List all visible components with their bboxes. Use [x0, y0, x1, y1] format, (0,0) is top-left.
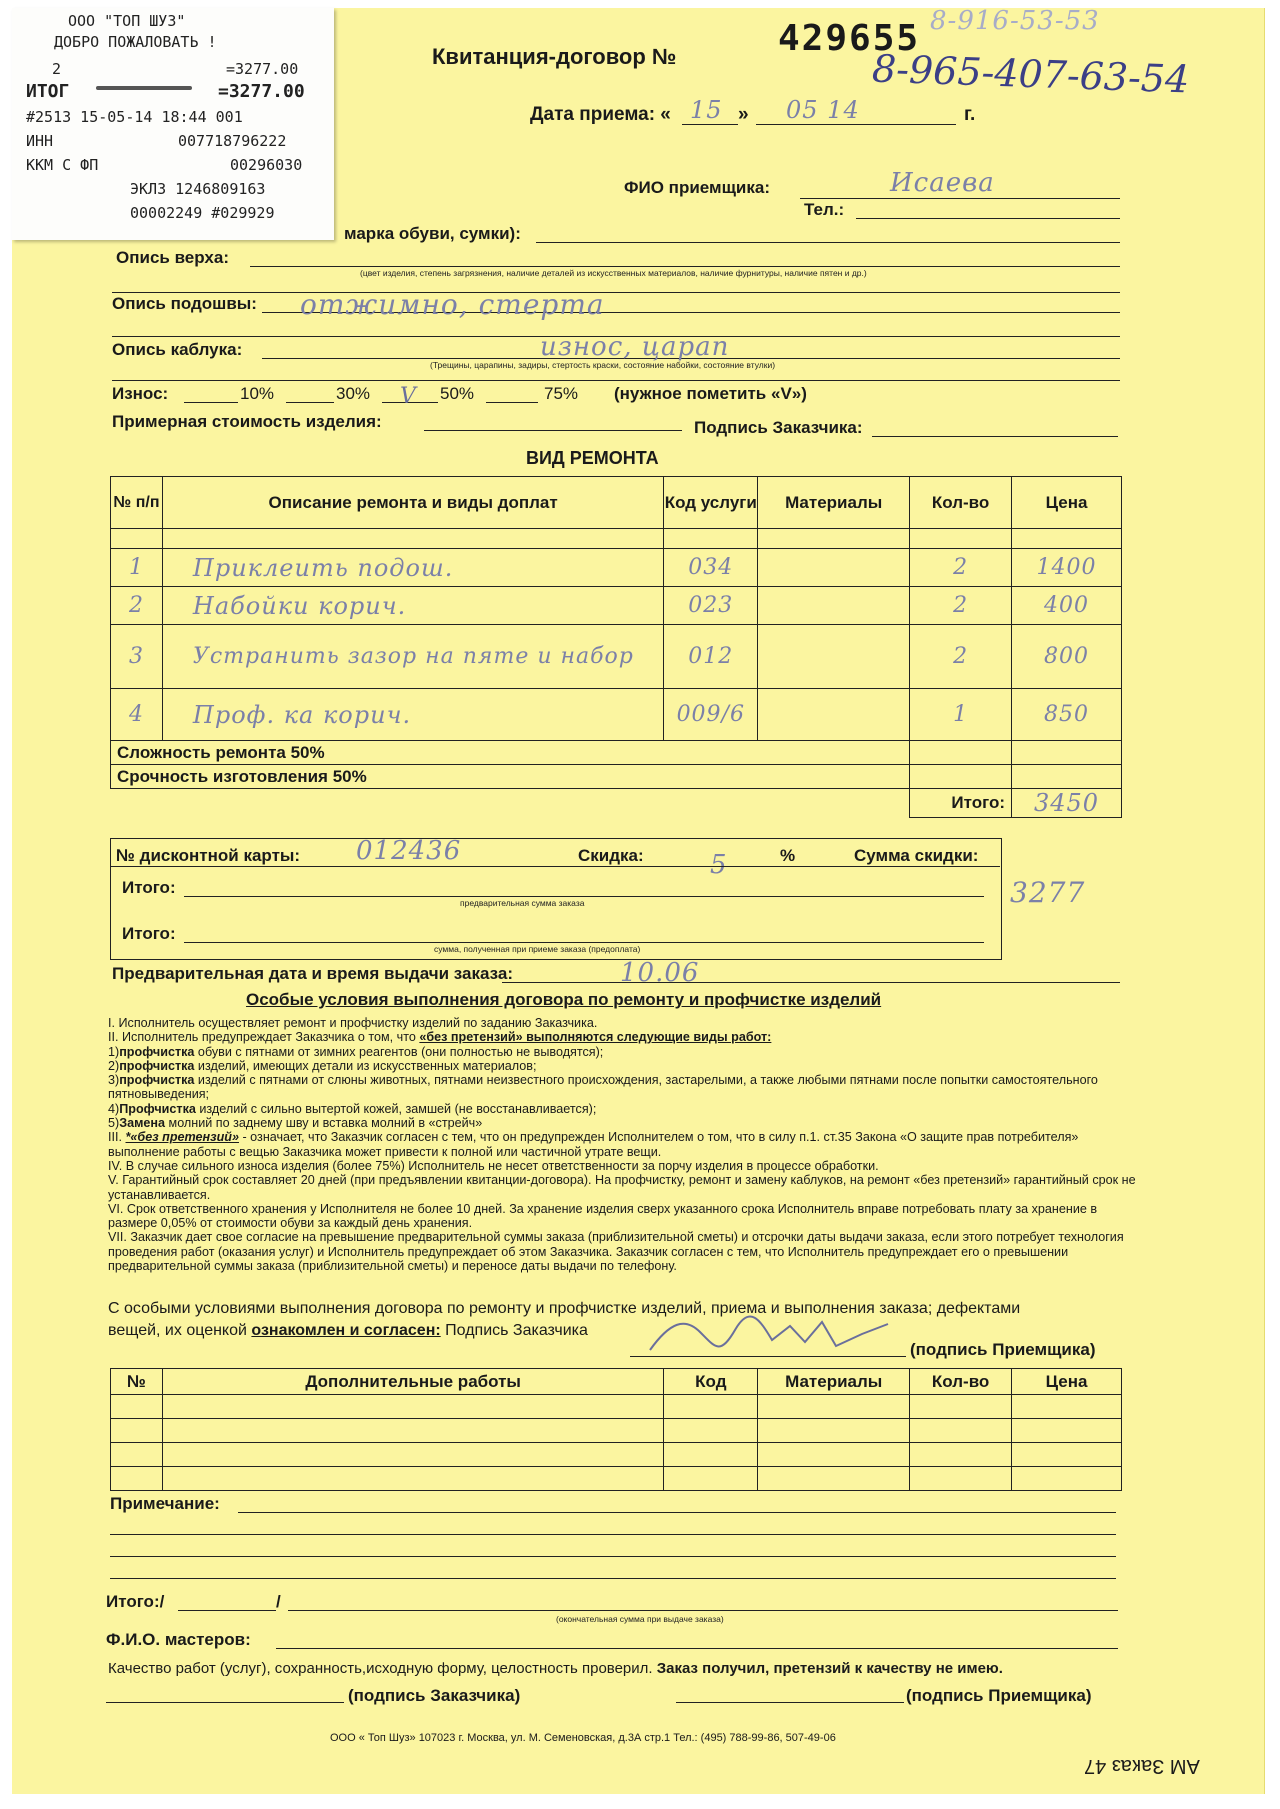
receipt-qty-amount: =3277.00: [226, 60, 299, 78]
repair-row-num: 1: [111, 549, 163, 587]
repair-header-num: № п/п: [111, 477, 163, 529]
receipt-eklz: ЭКЛЗ 1246809163: [130, 180, 266, 198]
repair-row-desc: Устранить зазор на пяте и набор: [162, 625, 663, 689]
form-title: Квитанция-договор №: [432, 44, 677, 69]
agree-line-1: С особыми условиями выполнения договора по ремонту и профчистке изделий, приема и выполнения заказа; дефектами: [108, 1300, 1021, 1317]
repair-row-qty: 2: [910, 625, 1012, 689]
wear-option-10[interactable]: 10%: [240, 384, 275, 403]
date-quote-close: »: [738, 104, 749, 125]
receipt-inn-value: 007718796222: [178, 132, 287, 150]
extra-header-code: Код: [664, 1369, 758, 1395]
final-itogo-slash: /: [276, 1592, 281, 1611]
itogo-prelim-label: Итого:: [122, 878, 176, 897]
cash-receipt: [12, 8, 334, 240]
repair-row-desc: Приклеить подош.: [162, 549, 663, 587]
upper-label: Опись верха:: [116, 248, 229, 267]
heel-label: Опись каблука:: [112, 340, 243, 359]
date-suffix: г.: [964, 104, 976, 125]
repair-row-num: 3: [111, 625, 163, 689]
terms-p1: 1)профчистка обуви с пятнами от зимних реагентов (они полностью не выводятся);: [108, 1044, 604, 1059]
agree-line-2: вещей, их оценкой ознакомлен и согласен: Подпись Заказчика: [108, 1322, 588, 1339]
final-itogo-label: Итого:/: [106, 1592, 165, 1611]
repair-row-price: 850: [1012, 689, 1122, 741]
repair-header-qty: Кол-во: [910, 477, 1012, 529]
itogo-prepaid-label: Итого:: [122, 924, 176, 943]
brand-label: марка обуви, сумки):: [344, 224, 521, 243]
itogo-prelim-hint: предварительная сумма заказа: [460, 898, 585, 908]
repair-row-num: 4: [111, 689, 163, 741]
phone-label: Тел.:: [804, 200, 845, 219]
repair-row-code: 023: [664, 587, 758, 625]
terms-p2: 2)профчистка изделий, имеющих детали из искусственных материалов;: [108, 1058, 537, 1073]
terms-ii: II. Исполнитель предупреждает Заказчика о том, что «без претензий» выполняются следующие виды работ:: [108, 1030, 772, 1045]
repair-row-qty: 1: [910, 689, 1012, 741]
wear-note: (нужное пометить «V»): [614, 384, 807, 403]
issue-date-value: 10.06: [620, 958, 700, 988]
repair-row-materials: [758, 549, 910, 587]
receipt-total-amount: =3277.00: [218, 81, 305, 102]
wear-check-mark: V: [400, 384, 417, 409]
receiver-sign-caption: (подпись Приемщика): [906, 1686, 1092, 1705]
receiver-label: ФИО приемщика:: [624, 178, 771, 197]
extra-header-qty: Кол-во: [910, 1369, 1012, 1395]
repair-row-materials: [758, 587, 910, 625]
repair-row-qty: 2: [910, 587, 1012, 625]
date-day: 15: [690, 96, 723, 124]
receiver-value: Исаева: [890, 168, 995, 198]
masters-label: Ф.И.О. мастеров:: [106, 1630, 251, 1649]
sole-label: Опись подошвы:: [112, 294, 257, 313]
extra-header-price: Цена: [1012, 1369, 1122, 1395]
repair-row-code: 012: [664, 625, 758, 689]
form-number: 429655: [778, 18, 921, 59]
itogo-prelim-value: 3277: [1010, 876, 1086, 909]
final-itogo-hint: (окончательная сумма при выдаче заказа): [556, 1614, 724, 1624]
agree-receiver-sign: (подпись Приемщика): [910, 1340, 1096, 1359]
discount-card-value: 012436: [356, 836, 462, 866]
repair-header-materials: Материалы: [758, 477, 910, 529]
repair-row-desc: Проф. ка корич.: [162, 689, 663, 741]
repair-row-code: 034: [664, 549, 758, 587]
table-row: [111, 587, 1122, 625]
terms-vi: VI. Срок ответственного хранения у Исполнителя не более 10 дней. За хранение изделия сверх указанного срока Исполнитель вправе потребовать плату за хранение в размере 0,05% от стоимости обуви за каждый день хранения.: [108, 1201, 1098, 1231]
receipt-company: ООО "ТОП ШУЗ": [68, 12, 186, 30]
receipt-kkm-value: 00296030: [230, 156, 303, 174]
repair-header-price: Цена: [1012, 477, 1122, 529]
date-rest: 05 14: [786, 96, 860, 124]
terms-iv: IV. В случае сильного износа изделия (более 75%) Исполнитель не несет ответственности за порчу изделия в процессе обработки.: [108, 1158, 879, 1173]
receipt-inn-label: ИНН: [26, 132, 54, 150]
wear-option-30[interactable]: 30%: [336, 384, 371, 403]
table-row: [111, 625, 1122, 689]
terms-vii: VII. Заказчик дает свое согласие на превышение предварительной суммы заказа (приблизительной сметы) и отсрочки даты выдачи заказа, если этого потребует технология проведения работ (оказания услуг) и Исполнитель предупреждает об этом Заказчика. Заказчик согласен с тем, что Исполнитель предупреждает его о превышении предварительной суммы заказа (приблизительной сметы) и переносе даты выдачи по телефону.: [108, 1230, 1124, 1274]
repair-row-materials: [758, 625, 910, 689]
extra-header-materials: Материалы: [758, 1369, 910, 1395]
wear-option-50[interactable]: 50%: [440, 384, 475, 403]
terms-p5: 5)Замена молний по заднему шву и вставка молний в «стрейч»: [108, 1116, 483, 1131]
client-signature: [640, 1312, 910, 1362]
table-row: [111, 689, 1122, 741]
repair-row-code: 009/6: [664, 689, 758, 741]
price-label: Примерная стоимость изделия:: [112, 412, 382, 431]
terms-v: V. Гарантийный срок составляет 20 дней (при предъявлении квитанции-договора). На профчистку, ремонт и замену каблуков, на ремонт «без претензий» гарантийный срок не устанавливается.: [108, 1173, 1136, 1202]
discount-percent: %: [780, 846, 796, 865]
discount-label: Скидка:: [578, 846, 644, 865]
receipt-qty: 2: [52, 60, 62, 78]
upper-hint: (цвет изделия, степень загрязнения, наличие деталей из искусственных материалов, наличие фурнитуры, наличие пятен и др.): [360, 268, 867, 278]
repair-row-qty: 2: [910, 549, 1012, 587]
phone-handwritten: 8-965-407-63-54: [871, 46, 1190, 102]
repair-complexity: Сложность ремонта 50%: [111, 741, 910, 765]
terms-title: Особые условия выполнения договора по ремонту и профчистке изделий: [246, 990, 882, 1009]
order-stamp: АМ Заказ 47: [1084, 1755, 1200, 1777]
wear-option-75[interactable]: 75%: [544, 384, 579, 403]
extra-header-num: №: [111, 1369, 163, 1395]
repair-row-materials: [758, 689, 910, 741]
repair-row-price: 400: [1012, 587, 1122, 625]
discount-sum-label: Сумма скидки:: [854, 846, 979, 865]
receipt-welcome: ДОБРО ПОЖАЛОВАТЬ !: [54, 33, 217, 51]
wear-label: Износ:: [112, 384, 169, 403]
heel-value: износ, царап: [540, 332, 730, 362]
sole-value: отжимно, стерта: [300, 288, 605, 321]
repair-row-desc: Набойки корич.: [162, 587, 663, 625]
issue-date-label: Предварительная дата и время выдачи заказа:: [112, 964, 513, 983]
repair-total-label: Итого:: [910, 789, 1012, 818]
receipt-total-label: ИТОГ: [26, 81, 70, 102]
terms-iii: III. *«без претензий» - означает, что Заказчик согласен с тем, что он предупрежден Исполнителем о том, что в силу п.1. ст.35 Закона «О защите прав потребителя» выполнение работы с вещью Заказчика может привести к полной или частичной утрате вещи.: [108, 1130, 1079, 1159]
repair-header-code: Код услуги: [664, 477, 758, 529]
receipt-eklz-numbers: 00002249 #029929: [130, 204, 275, 222]
discount-card-label: № дисконтной карты:: [116, 846, 301, 865]
discount-value: 5: [710, 850, 728, 880]
receipt-check-line: #2513 15-05-14 18:44 001: [26, 108, 243, 126]
itogo-prepaid-hint: сумма, полученная при приеме заказа (предоплата): [434, 944, 641, 954]
phone-faint: 8-916-53-53: [930, 6, 1100, 36]
company-footer: ООО « Топ Шуз» 107023 г. Москва, ул. М. Семеновская, д.3А стр.1 Тел.: (495) 788-99-86, 507-49-06: [330, 1732, 836, 1744]
terms-i: I. Исполнитель осуществляет ремонт и профчистку изделий по заданию Заказчика.: [108, 1016, 598, 1030]
receipt-mark: [96, 86, 192, 90]
terms-p4: 4)Профчистка изделий с сильно вытертой кожей, замшей (не восстанавливается);: [108, 1101, 597, 1116]
receipt-kkm-label: ККМ С ФП: [26, 156, 99, 174]
repair-total-value: 3450: [1012, 789, 1122, 818]
table-row: [111, 549, 1122, 587]
client-sign-caption: (подпись Заказчика): [348, 1686, 521, 1705]
repair-row-num: 2: [111, 587, 163, 625]
client-sign-label: Подпись Заказчика:: [694, 418, 863, 437]
repair-row-price: 800: [1012, 625, 1122, 689]
extra-works-table: [110, 1368, 1122, 1491]
repair-title: ВИД РЕМОНТА: [526, 448, 659, 468]
repair-table: [110, 476, 1122, 818]
repair-header-desc: Описание ремонта и виды доплат: [162, 477, 663, 529]
heel-hint: (Трещины, царапины, задиры, стертость краски, состояние набойки, состояние втулки): [430, 360, 776, 370]
note-label: Примечание:: [110, 1494, 220, 1513]
quality-statement: Качество работ (услуг), сохранность,исходную форму, целостность проверил. Заказ получил, претензий к качеству не имею.: [108, 1660, 1003, 1677]
terms-body: [108, 1016, 1138, 1273]
terms-p3: 3)профчистка изделий с пятнами от слюны животных, пятнами неизвестного происхождения, застарелыми, а также любыми пятнами после попытки самостоятельного пятновыведения;: [108, 1073, 1098, 1102]
repair-urgency: Срочность изготовления 50%: [111, 765, 910, 789]
repair-row-price: 1400: [1012, 549, 1122, 587]
extra-header-works: Дополнительные работы: [162, 1369, 663, 1395]
date-label: Дата приема: «: [530, 104, 671, 125]
